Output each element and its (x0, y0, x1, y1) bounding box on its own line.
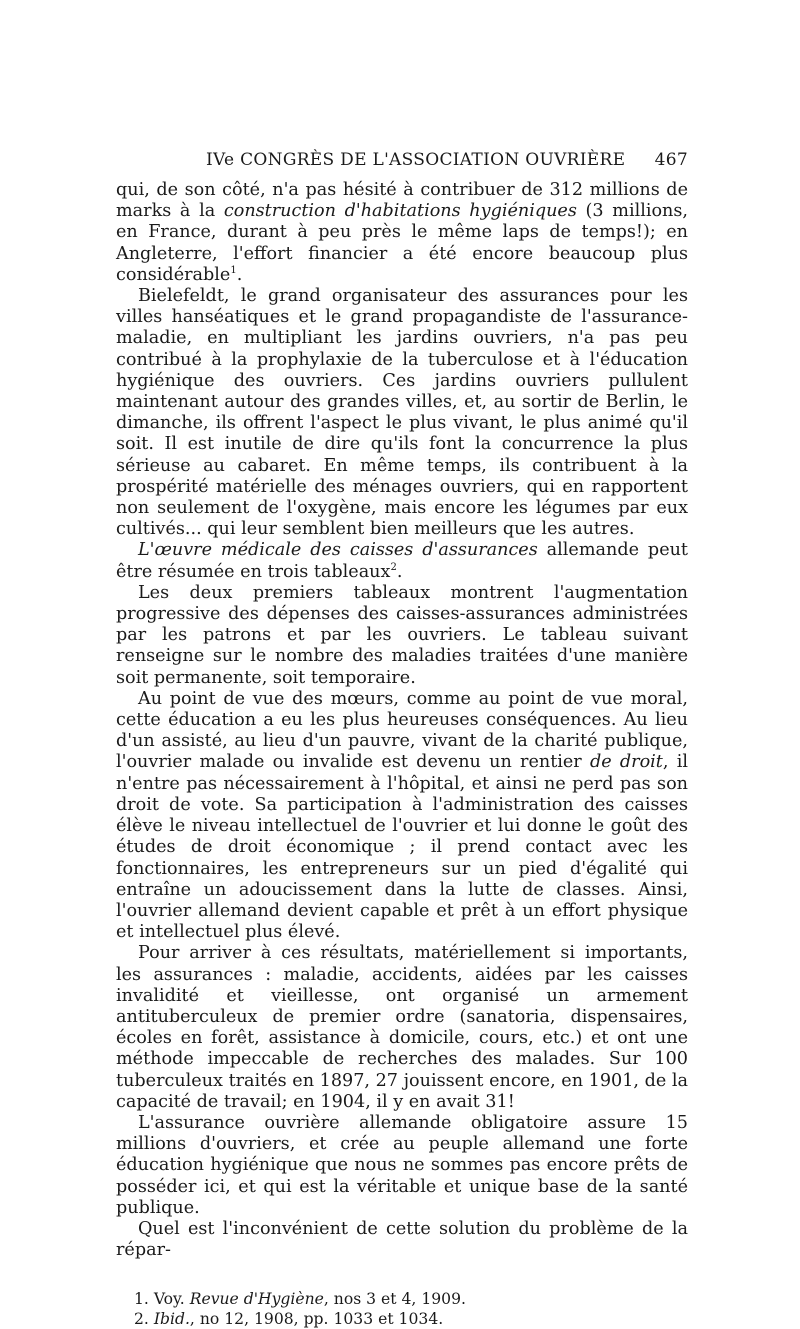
text-run: allemande peut être résumée en trois tableaux (116, 540, 689, 582)
text-run: Les deux premiers tableaux montrent l'augmentation progressive des dépenses des caisses-assurances administrées par les patrons et par les ouvriers. Le tableau suivant renseigne sur le nombre des maladies traitées d'une manière soit permanente, soit temporaire. (116, 582, 688, 688)
text-run: L'assurance ouvrière allemande obligatoire assure 15 millions d'ouvriers, et crée au peuple allemand une forte éducation hygiénique que nous ne sommes pas encore prêts de posséder ici, et qui est la véritable et unique base de la santé publique. (116, 1112, 688, 1218)
running-header (206, 150, 688, 170)
paragraph-8 (116, 1219, 688, 1261)
paragraph-5 (116, 689, 688, 943)
text-run: 2. (134, 1310, 154, 1329)
text-run: Bielefeldt, le grand organisateur des assurances pour les villes hanséatiques et le grand propagandiste de l'assurance-maladie, en multipliant les jardins ouvriers, n'a pas peu contribué à la prophylaxie de la tuberculose et à l'éducation hygiénique des ouvriers. Ces jardins ouvriers pullulent maintenant autour des grandes villes, et, au sortir de Berlin, le dimanche, ils offrent l'aspect le plus vivant, le plus animé qu'il soit. Il est inutile de dire qu'ils font la concurrence la plus sérieuse au cabaret. En même temps, ils contribuent à la prospérité matérielle des ménages ouvriers, qui en rapportent non seulement de l'oxygène, mais encore les légumes par eux cultivés... qui leur semblent bien meilleurs que les autres. (116, 286, 688, 540)
running-title: IVe CONGRÈS DE L'ASSOCIATION OUVRIÈRE (206, 150, 626, 170)
paragraph-3 (116, 540, 688, 582)
footnote-2 (134, 1309, 688, 1329)
text-run: 1. Voy. (134, 1290, 190, 1309)
italic-text: de droit (589, 752, 663, 773)
text-run: , nos 3 et 4, 1909. (323, 1290, 466, 1309)
footnotes (116, 1289, 688, 1329)
italic-text: Revue d'Hygiène (189, 1290, 324, 1309)
paragraph-2 (116, 286, 688, 540)
text-run: . (396, 561, 403, 582)
paragraph-4 (116, 583, 688, 689)
italic-text: Ibid. (153, 1310, 190, 1329)
paragraph-1 (116, 180, 688, 286)
text-run: Au point de vue des mœurs, comme au point de vue moral, cette éducation a eu les plus heureuses conséquences. Au lieu d'un assisté, au lieu d'un pauvre, vivant de la charité publique, l'ouvrier malade ou invalide est devenu un rentier (116, 688, 688, 773)
text-run: Quel est l'inconvénient de cette solution du problème de la répar- (116, 1218, 688, 1261)
text-run: , no 12, 1908, pp. 1033 et 1034. (189, 1310, 444, 1329)
text-run: qui, de son côté, n'a pas hésité à contribuer de 312 millions de marks à la (116, 180, 688, 222)
page-number: 467 (654, 150, 688, 170)
paragraph-7 (116, 1113, 688, 1219)
footnote-ref: 1 (230, 264, 237, 276)
paragraph-6 (116, 943, 688, 1113)
italic-text: L'œuvre médicale des caisses d'assurances (138, 540, 538, 561)
footnote-1 (134, 1289, 688, 1309)
text-run: (3 millions, en France, durant à peu près le même laps de temps!); en Angleterre, l'effort financier a été encore beaucoup plus considérable (116, 201, 689, 285)
text-run: , il n'entre pas nécessairement à l'hôpital, et ainsi ne perd pas son droit de vote. Sa participation à l'administration des caisses élève le niveau intellectuel de l'ouvrier et lui donne le goût des études de droit économique ; il prend contact avec les fonctionnaires, les entrepreneurs sur un pied d'égalité qui entraîne un adoucissement dans la lutte de classes. Ainsi, l'ouvrier allemand devient capable et prêt à un effort physique et intellectuel plus élevé. (116, 752, 688, 943)
footnote-ref: 2 (390, 561, 397, 573)
italic-text: construction d'habitations hygiéniques (223, 201, 577, 222)
text-run: Pour arriver à ces résultats, matériellement si importants, les assurances : maladie, accidents, aidées par les caisses invalidité et vieillesse, ont organisé un armement antituberculeux de premier ordre (sanatoria, dispensaires, écoles en forêt, assistance à domicile, cours, etc.) et ont une méthode impeccable de recherches des malades. Sur 100 tuberculeux traités en 1897, 27 jouissent encore, en 1901, de la capacité de travail; en 1904, il y en avait 31! (116, 943, 688, 1112)
body-text (116, 180, 688, 1261)
text-run: . (236, 264, 243, 285)
